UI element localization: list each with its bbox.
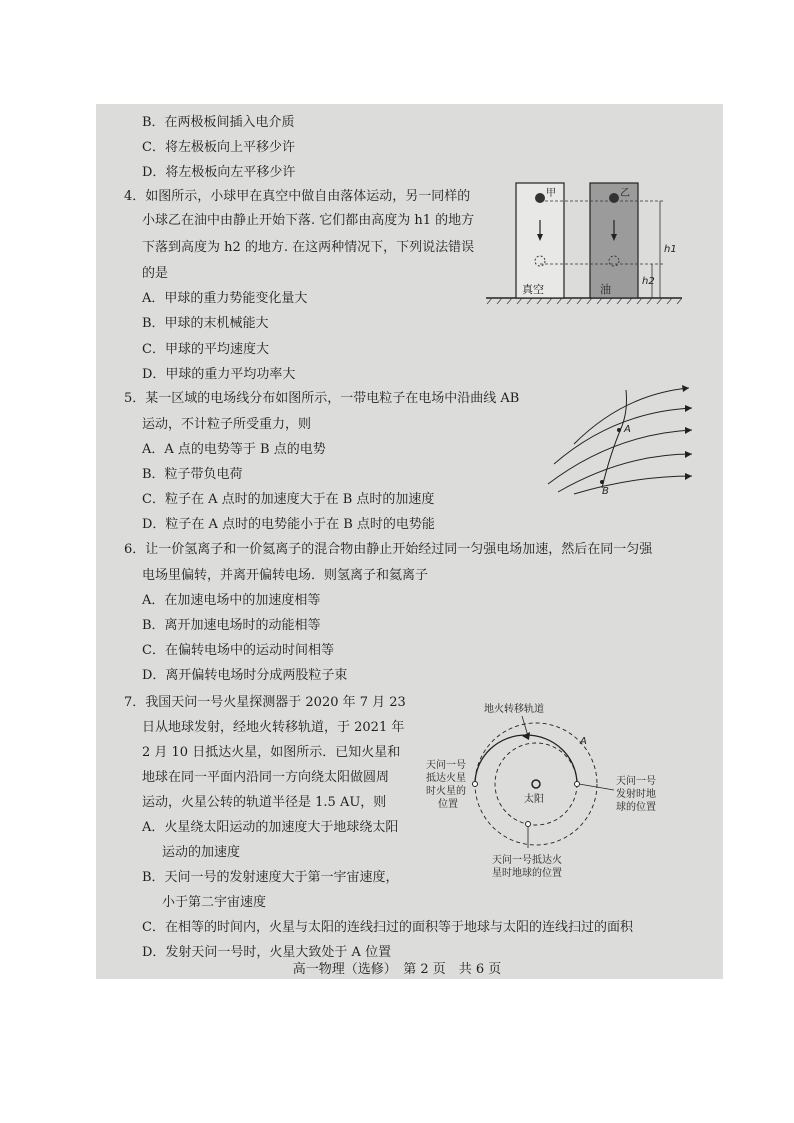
ball-jia <box>535 193 545 203</box>
label-b: B <box>602 486 609 496</box>
label-arrive-mars-4: 位置 <box>438 799 458 810</box>
option-7c: C．在相等的时间内，火星与太阳的连线扫过的面积等于地球与太阳的连线扫过的面积 <box>142 920 633 935</box>
question-7-line-1: 7．我国天问一号火星探测器于 2020 年 7 月 23 <box>124 695 406 710</box>
label-arrive-mars-2: 抵达火星 <box>426 773 466 784</box>
question-7-line-5: 运动，火星公转的轨道半径是 1.5 AU，则 <box>142 795 387 810</box>
label-yi: 乙 <box>620 188 630 199</box>
option-7d: D．发射天问一号时，火星大致处于 A 位置 <box>142 945 392 960</box>
question-4-line-1: 4．如图所示，小球甲在真空中做自由落体运动，另一同样的 <box>124 189 471 204</box>
option-6d: D．离开偏转电场时分成两股粒子束 <box>142 668 348 683</box>
label-launch-3: 球的位置 <box>616 802 656 813</box>
option-7a-line-2: 运动的加速度 <box>162 845 241 860</box>
field-line-4 <box>558 454 692 492</box>
label-transfer-orbit: 地火转移轨道 <box>484 704 544 715</box>
field-arrow-1 <box>682 385 689 392</box>
option-6a: A．在加速电场中的加速度相等 <box>142 593 321 608</box>
field-arrow-5 <box>685 473 692 480</box>
transfer-orbit-arrow <box>522 732 530 740</box>
earth-launch-position <box>575 782 580 787</box>
mars-orbit-figure <box>418 698 676 886</box>
question-4-line-2: 小球乙在油中由静止开始下落. 它们都由高度为 h1 的地方 <box>142 213 475 228</box>
trajectory-ab <box>602 390 627 488</box>
label-arrive-mars-1: 天问一号 <box>426 760 466 771</box>
option-4b: B．甲球的末机械能大 <box>142 316 269 331</box>
option-5a: A．A 点的电势等于 B 点的电势 <box>142 442 326 457</box>
label-vacuum: 真空 <box>522 283 544 296</box>
label-launch-1: 天问一号 <box>616 776 656 787</box>
question-7-line-3: 2 月 10 日抵达火星，如图所示．已知火星和 <box>142 745 401 760</box>
option-6c: C．在偏转电场中的运动时间相等 <box>142 643 334 658</box>
option-4a: A．甲球的重力势能变化量大 <box>142 291 308 306</box>
question-6-line-1: 6．让一价氢离子和一价氦离子的混合物由静止开始经过同一匀强电场加速，然后在同一匀强 <box>124 542 653 557</box>
label-a-position: A <box>580 736 587 747</box>
falling-balls-figure <box>486 176 682 306</box>
earth-orbit <box>495 743 577 825</box>
launch-pointer <box>579 784 614 790</box>
transfer-orbit-pointer <box>522 716 528 736</box>
label-a: A <box>624 424 631 435</box>
question-6-line-2: 电场里偏转，并离开偏转电场．则氢离子和氦离子 <box>142 568 429 583</box>
sun <box>532 780 540 788</box>
label-arrive-earth-1: 天问一号抵达火 <box>492 855 562 866</box>
label-launch-2: 发射时地 <box>616 789 656 800</box>
option-3b: B．在两极板间插入电介质 <box>142 115 295 130</box>
transfer-orbit <box>475 735 577 784</box>
option-6b: B．离开加速电场时的动能相等 <box>142 618 321 633</box>
point-a <box>617 428 621 432</box>
option-4c: C．甲球的平均速度大 <box>142 342 269 357</box>
field-line-1 <box>574 388 689 444</box>
question-4-line-3: 下落到高度为 h2 的地方. 在这两种情况下，下列说法错误 <box>142 240 475 255</box>
option-4d: D．甲球的重力平均功率大 <box>142 367 296 382</box>
label-h1: h1 <box>664 244 677 255</box>
option-7b-line-1: B．天问一号的发射速度大于第一宇宙速度， <box>142 870 399 885</box>
label-h2: h2 <box>642 276 655 287</box>
option-5d: D．粒子在 A 点时的电势能小于在 B 点时的电势能 <box>142 517 435 532</box>
field-line-2 <box>554 408 692 464</box>
option-3c: C．将左极板向上平移少许 <box>142 140 295 155</box>
field-arrow-2 <box>685 405 692 412</box>
point-b <box>600 480 604 484</box>
field-line-3 <box>548 430 692 484</box>
option-5c: C．粒子在 A 点时的加速度大于在 B 点时的加速度 <box>142 492 435 507</box>
option-7b-line-2: 小于第二宇宙速度 <box>162 895 267 910</box>
field-arrow-3 <box>685 427 692 434</box>
question-7-line-2: 日从地球发射，经地火转移轨道，于 2021 年 <box>142 720 405 735</box>
question-5-line-1: 5．某一区域的电场线分布如图所示，一带电粒子在电场中沿曲线 AB <box>124 391 520 406</box>
earth-arrival-position <box>526 822 531 827</box>
ball-yi <box>609 193 619 203</box>
option-7a-line-1: A．火星绕太阳运动的加速度大于地球绕太阳 <box>142 820 399 835</box>
field-line-5 <box>574 476 692 494</box>
label-arrive-mars-3: 时火星的 <box>426 786 466 797</box>
label-oil: 油 <box>600 283 611 296</box>
label-arrive-earth-2: 星时地球的位置 <box>492 868 562 879</box>
electric-field-figure <box>544 384 694 496</box>
page-footer: 高一物理（选修） 第 2 页 共 6 页 <box>292 962 502 977</box>
mars-arrival-position <box>473 782 478 787</box>
option-3d: D．将左极板向左平移少许 <box>142 165 296 180</box>
question-7-line-4: 地球在同一平面内沿同一方向绕太阳做圆周 <box>142 770 390 785</box>
label-jia: 甲 <box>546 188 556 199</box>
option-5b: B．粒子带负电荷 <box>142 467 243 482</box>
ground-hatching <box>487 298 682 304</box>
question-5-line-2: 运动，不计粒子所受重力，则 <box>142 417 312 432</box>
field-arrow-4 <box>685 451 692 458</box>
question-4-line-4: 的是 <box>142 266 169 281</box>
label-sun: 太阳 <box>524 794 544 805</box>
